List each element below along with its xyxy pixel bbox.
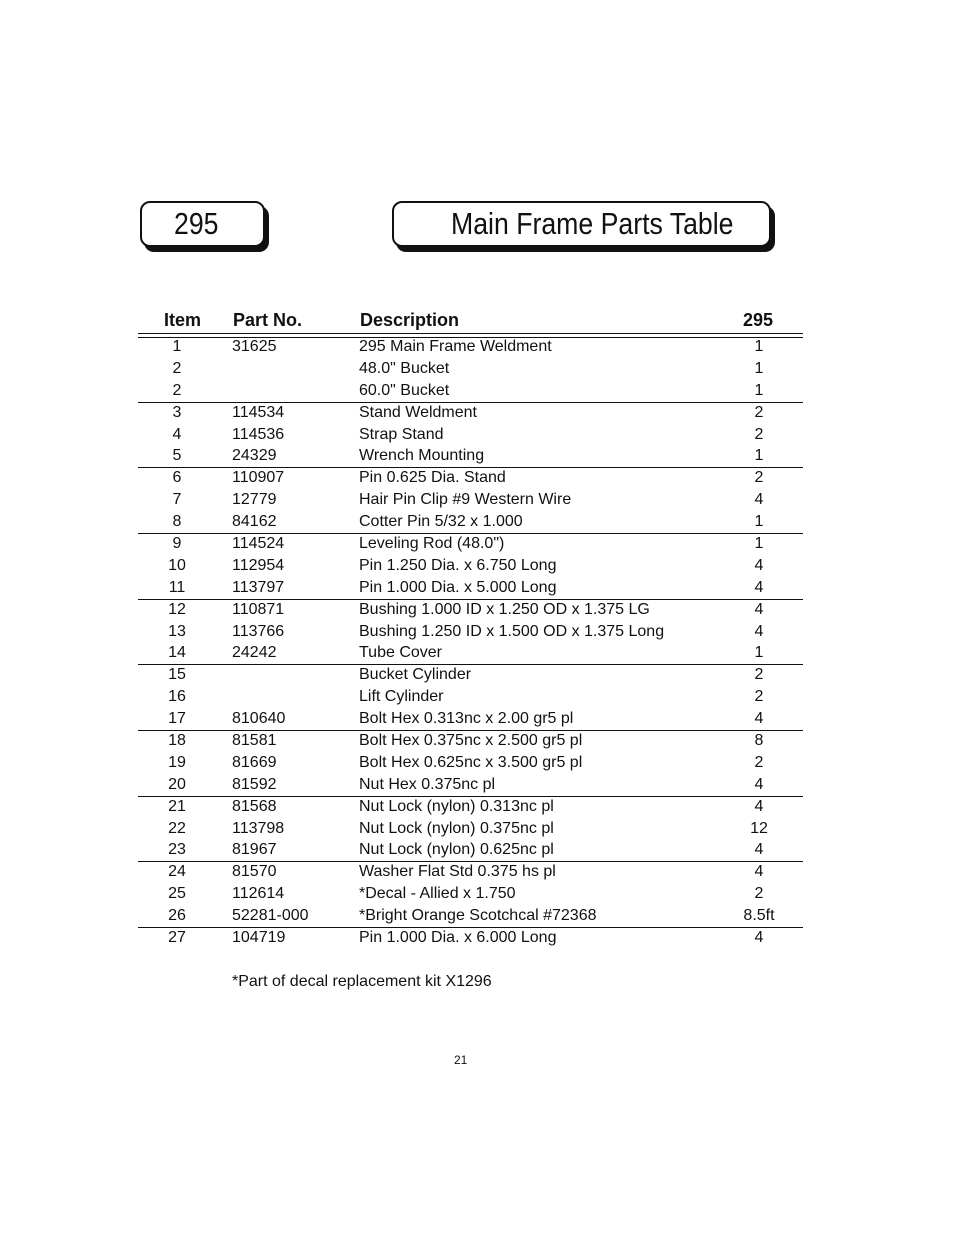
part-number: 104719 — [232, 929, 286, 947]
item-number: 24 — [168, 863, 186, 881]
table-row — [0, 664, 954, 686]
item-number: 22 — [168, 819, 186, 837]
header-divider — [138, 333, 803, 334]
page-title-badge — [392, 201, 771, 247]
part-description: Bucket Cylinder — [359, 666, 472, 684]
part-description: Bushing 1.250 ID x 1.500 OD x 1.375 Long — [359, 622, 665, 640]
quantity: 8.5ft — [743, 907, 775, 925]
part-description: Nut Lock (nylon) 0.313nc pl — [359, 797, 554, 815]
part-number: 24329 — [232, 447, 277, 465]
item-number: 27 — [168, 929, 186, 947]
quantity: 4 — [754, 578, 764, 596]
part-description: Nut Lock (nylon) 0.625nc pl — [359, 841, 554, 859]
table-row — [0, 445, 954, 467]
item-number: 7 — [172, 491, 182, 509]
quantity: 2 — [754, 688, 764, 706]
quantity: 4 — [754, 710, 764, 728]
quantity: 12 — [750, 819, 768, 837]
part-description: *Decal - Allied x 1.750 — [359, 885, 516, 903]
item-number: 17 — [168, 710, 186, 728]
part-number: 113798 — [232, 819, 285, 837]
item-number: 9 — [172, 535, 182, 553]
table-row — [0, 905, 954, 927]
table-row — [0, 577, 954, 599]
model-number: 295 — [174, 206, 219, 241]
quantity: 2 — [754, 666, 764, 684]
quantity: 4 — [754, 841, 764, 859]
item-number: 1 — [172, 338, 182, 355]
part-description: Bolt Hex 0.625nc x 3.500 gr5 pl — [359, 753, 583, 771]
table-body — [0, 336, 954, 949]
part-description: Pin 0.625 Dia. Stand — [359, 469, 506, 487]
part-description: 48.0" Bucket — [359, 359, 450, 377]
table-row — [0, 555, 954, 577]
part-description: Hair Pin Clip #9 Western Wire — [359, 491, 572, 509]
quantity: 4 — [754, 775, 764, 793]
part-description: Pin 1.000 Dia. x 5.000 Long — [359, 578, 557, 596]
table-row — [0, 686, 954, 708]
table-row — [0, 621, 954, 643]
table-row — [0, 883, 954, 905]
part-description: Tube Cover — [359, 644, 442, 662]
item-number: 12 — [168, 600, 186, 618]
part-number: 84162 — [232, 513, 277, 531]
quantity: 4 — [754, 863, 764, 881]
part-number: 81669 — [232, 753, 277, 771]
item-number: 4 — [172, 425, 182, 443]
part-description: *Bright Orange Scotchcal #72368 — [359, 907, 597, 925]
part-number: 81592 — [232, 775, 277, 793]
item-number: 20 — [168, 775, 186, 793]
quantity: 4 — [754, 797, 764, 815]
page-title: Main Frame Parts Table — [451, 206, 734, 241]
item-number: 13 — [168, 622, 186, 640]
quantity: 4 — [754, 929, 764, 947]
quantity: 2 — [754, 469, 764, 487]
part-number: 52281-000 — [232, 907, 309, 925]
item-number: 21 — [168, 797, 186, 815]
part-number: 31625 — [232, 338, 277, 355]
quantity: 1 — [754, 535, 764, 553]
table-row — [0, 358, 954, 380]
part-number: 110871 — [232, 600, 285, 618]
quantity: 8 — [754, 732, 764, 750]
part-number: 81568 — [232, 797, 277, 815]
item-number: 18 — [168, 732, 186, 750]
part-description: Lift Cylinder — [359, 688, 444, 706]
part-number: 810640 — [232, 710, 286, 728]
model-number-badge — [140, 201, 265, 247]
part-number: 12779 — [232, 491, 277, 509]
part-number: 113766 — [232, 622, 285, 640]
table-row — [0, 402, 954, 424]
quantity: 4 — [754, 491, 764, 509]
part-number: 110907 — [232, 469, 285, 487]
table-row — [0, 839, 954, 861]
quantity: 1 — [754, 381, 764, 399]
table-row — [0, 489, 954, 511]
item-number: 5 — [172, 447, 182, 465]
page-number: 21 — [454, 1053, 468, 1067]
part-number: 112954 — [232, 556, 285, 574]
part-number: 112614 — [232, 885, 285, 903]
table-row — [0, 752, 954, 774]
part-description: Bolt Hex 0.313nc x 2.00 gr5 pl — [359, 710, 574, 728]
table-row — [0, 467, 954, 489]
part-number: 81570 — [232, 863, 277, 881]
part-description: 60.0" Bucket — [359, 381, 450, 399]
quantity: 4 — [754, 600, 764, 618]
column-header-part-no: Part No. — [233, 310, 303, 330]
item-number: 26 — [168, 907, 186, 925]
quantity: 4 — [754, 622, 764, 640]
item-number: 14 — [168, 644, 186, 662]
quantity: 1 — [754, 447, 764, 465]
part-description: Pin 1.250 Dia. x 6.750 Long — [359, 556, 557, 574]
table-row — [0, 599, 954, 621]
quantity: 2 — [754, 753, 764, 771]
item-number: 2 — [172, 359, 182, 377]
part-description: Stand Weldment — [359, 403, 477, 421]
part-description: Nut Hex 0.375nc pl — [359, 775, 496, 793]
table-row — [0, 927, 954, 949]
part-number: 113797 — [232, 578, 285, 596]
table-row — [0, 511, 954, 533]
table-row — [0, 708, 954, 730]
table-row — [0, 533, 954, 555]
part-description: Leveling Rod (48.0") — [359, 535, 505, 553]
quantity: 1 — [754, 338, 764, 355]
table-row — [0, 774, 954, 796]
table-row — [0, 642, 954, 664]
quantity: 2 — [754, 885, 764, 903]
part-description: Pin 1.000 Dia. x 6.000 Long — [359, 929, 557, 947]
column-header-item: Item — [164, 310, 202, 330]
part-number: 114534 — [232, 403, 285, 421]
table-row — [0, 861, 954, 883]
quantity: 4 — [754, 556, 764, 574]
item-number: 11 — [168, 578, 186, 596]
quantity: 2 — [754, 403, 764, 421]
table-row — [0, 380, 954, 402]
table-row — [0, 424, 954, 446]
column-header-model-qty: 295 — [743, 310, 774, 330]
quantity: 2 — [754, 425, 764, 443]
item-number: 2 — [172, 381, 182, 399]
item-number: 16 — [168, 688, 186, 706]
item-number: 8 — [172, 513, 182, 531]
part-description: Strap Stand — [359, 425, 444, 443]
quantity: 1 — [754, 359, 764, 377]
item-number: 19 — [168, 753, 186, 771]
part-description: Wrench Mounting — [359, 447, 485, 465]
item-number: 10 — [168, 556, 186, 574]
item-number: 3 — [172, 403, 182, 421]
item-number: 25 — [168, 885, 186, 903]
quantity: 1 — [754, 513, 764, 531]
item-number: 23 — [168, 841, 186, 859]
part-description: Nut Lock (nylon) 0.375nc pl — [359, 819, 554, 837]
part-description: Bolt Hex 0.375nc x 2.500 gr5 pl — [359, 732, 583, 750]
item-number: 15 — [168, 666, 186, 684]
part-number: 81967 — [232, 841, 277, 859]
part-description: Washer Flat Std 0.375 hs pl — [359, 863, 556, 881]
column-header-description: Description — [360, 310, 460, 330]
part-number: 114524 — [232, 535, 285, 553]
footnote: *Part of decal replacement kit X1296 — [232, 973, 492, 990]
part-number: 24242 — [232, 644, 277, 662]
table-row — [0, 336, 954, 358]
part-number: 81581 — [232, 732, 277, 750]
part-description: Cotter Pin 5/32 x 1.000 — [359, 513, 523, 531]
table-row — [0, 818, 954, 840]
table-row — [0, 730, 954, 752]
item-number: 6 — [172, 469, 182, 487]
part-description: Bushing 1.000 ID x 1.250 OD x 1.375 LG — [359, 600, 650, 618]
part-description: 295 Main Frame Weldment — [359, 338, 552, 355]
part-number: 114536 — [232, 425, 285, 443]
quantity: 1 — [754, 644, 764, 662]
table-row — [0, 796, 954, 818]
